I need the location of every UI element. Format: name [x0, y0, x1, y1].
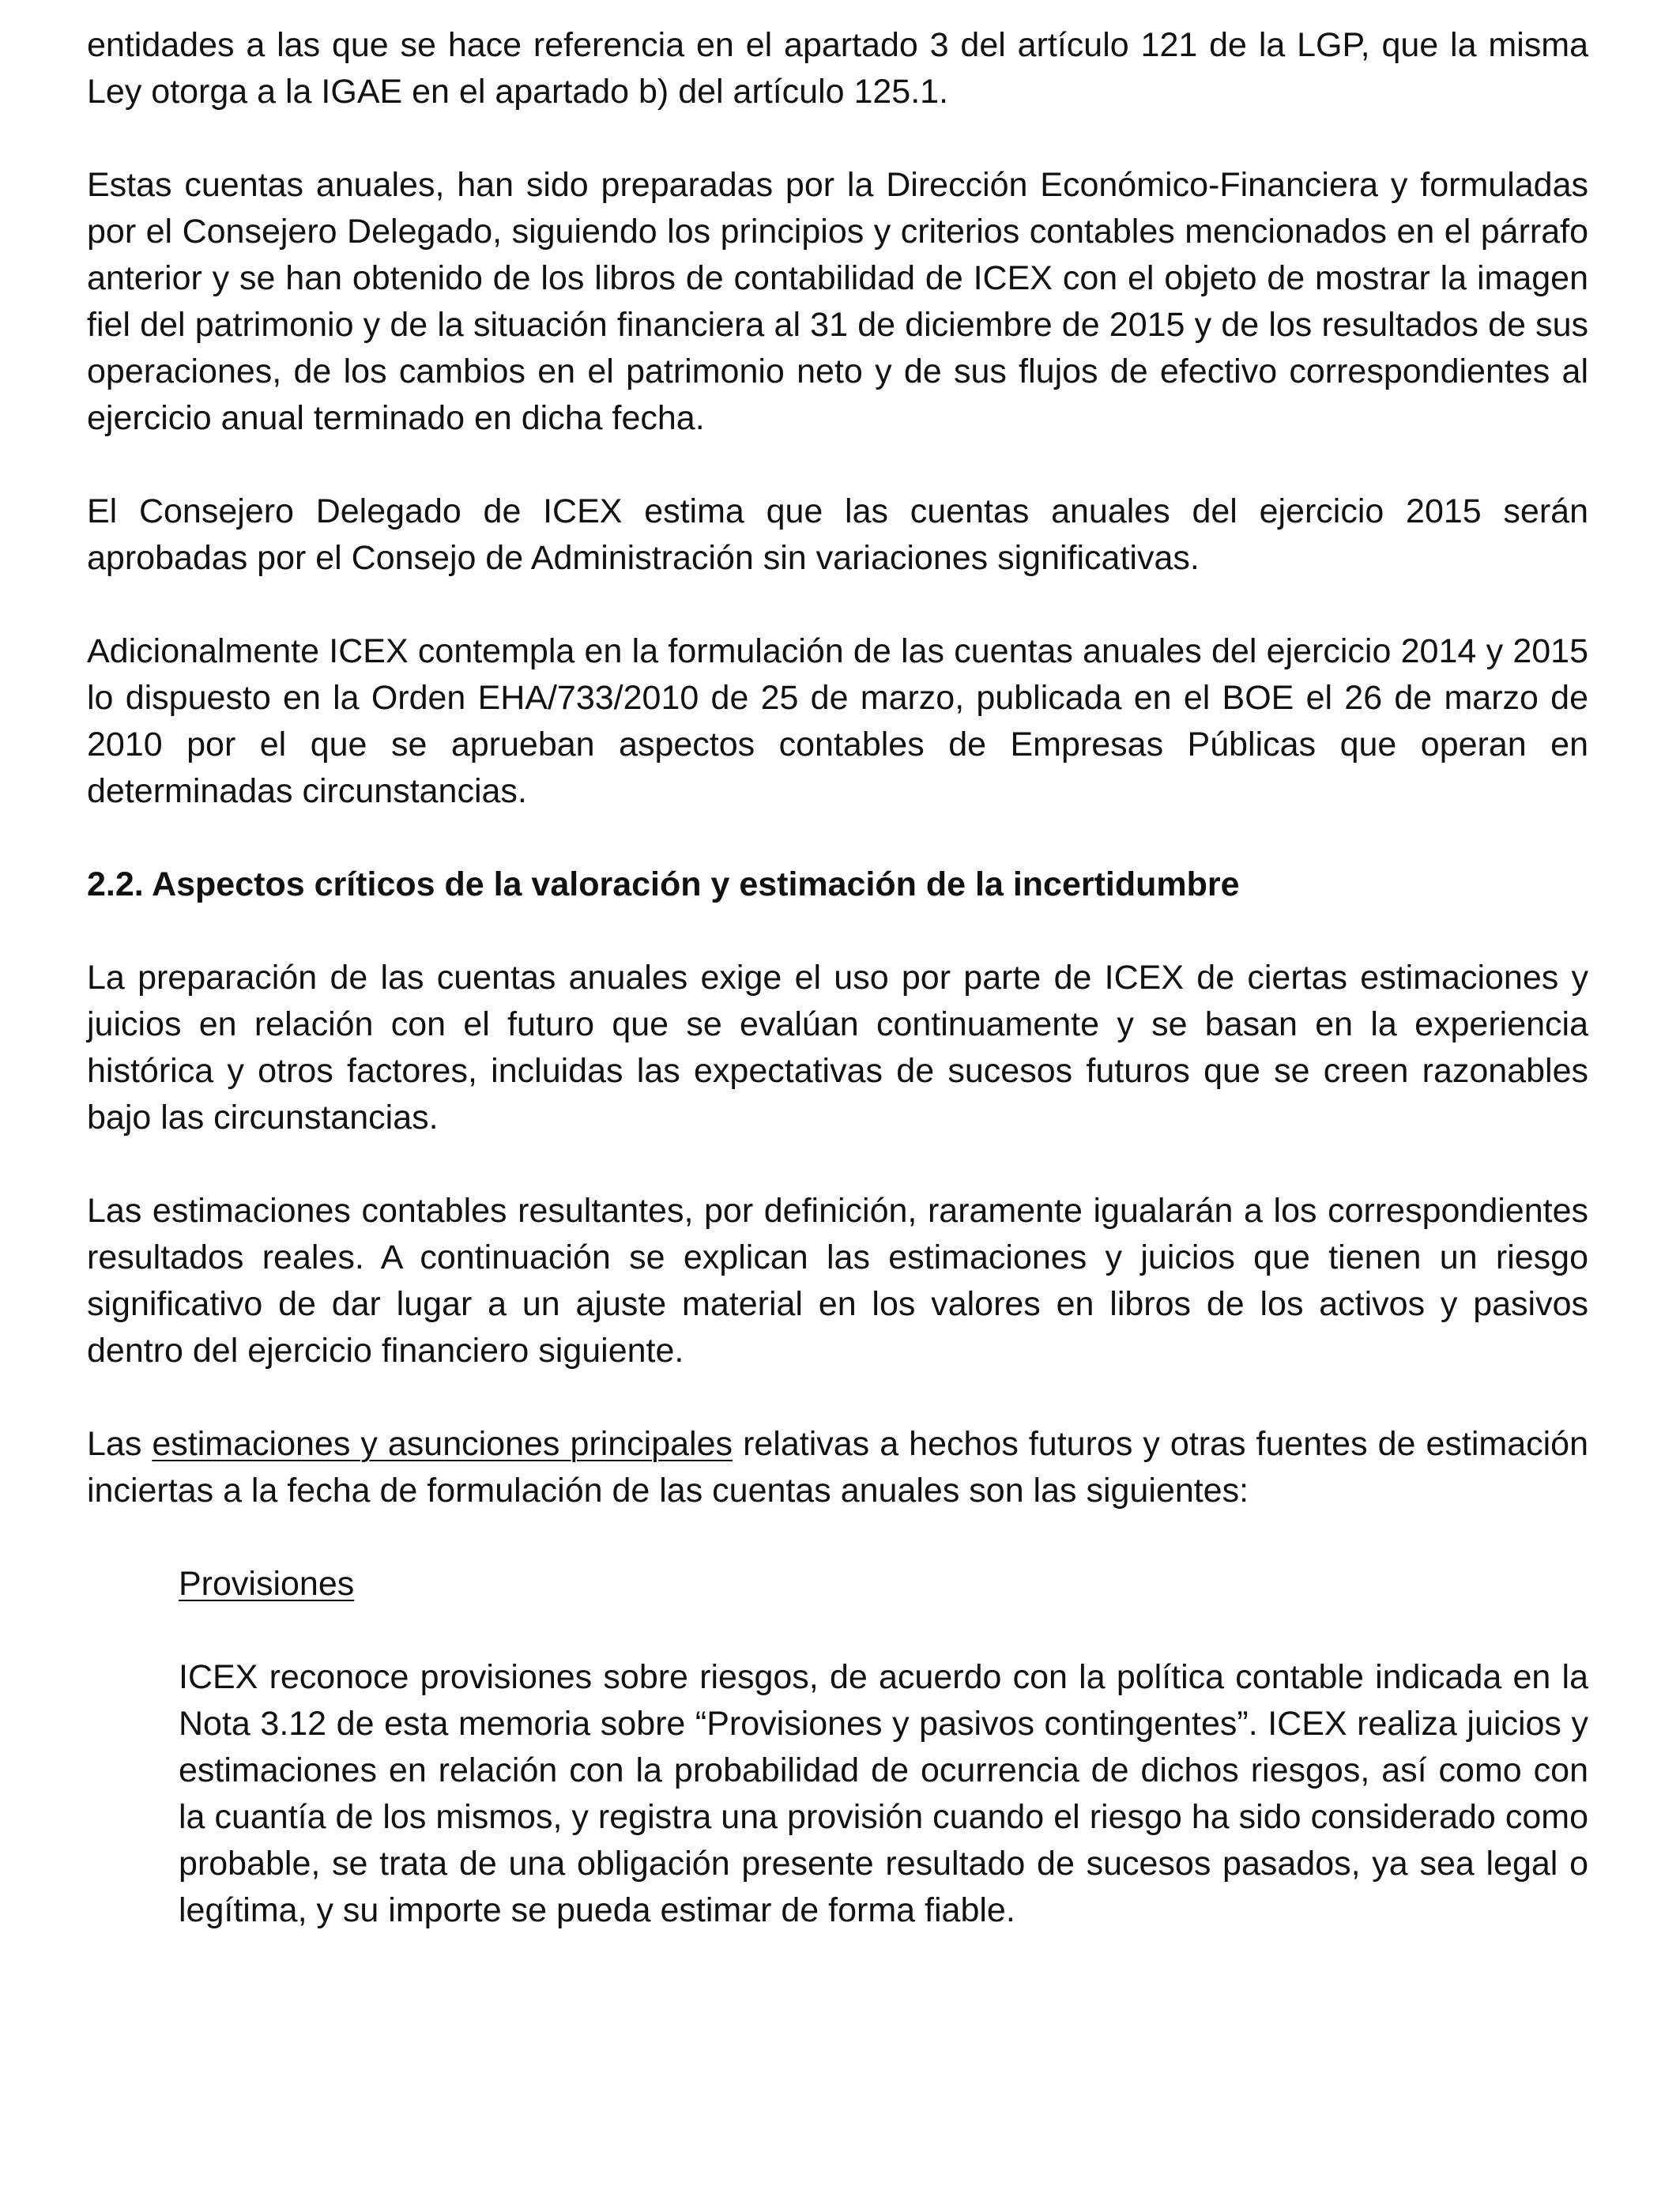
subheading-provisiones [179, 1561, 1588, 1608]
document-page [87, 22, 1588, 1981]
paragraph-estimates-intro: La preparación de las cuentas anuales exige el uso por parte de ICEX de ciertas estimaciones y juicios en relación con el futuro que se evalúan continuamente y se basan en la experiencia histórica y otros factores, incluidas las expectativas de sucesos futuros que se creen razonables bajo las circunstancias. [87, 959, 1588, 1137]
paragraph-orden-eha: Adicionalmente ICEX contempla en la formulación de las cuentas anuales del ejercicio 2014 y 2015 lo dispuesto en la Orden EHA/733/2010 de 25 de marzo, publicada en el BOE el 26 de marzo de 2010 por el que se aprueban aspectos contables de Empresas Públicas que operan en determinadas circunstancias. [87, 632, 1588, 810]
paragraph-main-estimates-end: relativas a hechos futuros y otras fuentes de estimación inciertas a la fecha de formulación de las cuentas anuales son las siguientes: [87, 1425, 1588, 1510]
paragraph-igae-reference: entidades a las que se hace referencia en el apartado 3 del artículo 121 de la LGP, que la misma Ley otorga a la IGAE en el apartado b) del artículo 125.1. [87, 26, 1588, 111]
paragraph-approval: El Consejero Delegado de ICEX estima que las cuentas anuales del ejercicio 2015 serán aprobadas por el Consejo de Administración sin variaciones significativas. [87, 492, 1588, 577]
underlined-main-estimates: estimaciones y asunciones principales [152, 1425, 733, 1463]
paragraph-main-estimates-start: Las [87, 1425, 153, 1463]
paragraph-estimates-results: Las estimaciones contables resultantes, por definición, raramente igualarán a los correspondientes resultados reales. A continuación se explican las estimaciones y juicios que tienen un riesgo significativo de dar lugar a un ajuste material en los valores en libros de los activos y pasivos dentro del ejercicio financiero siguiente. [87, 1192, 1588, 1370]
paragraph-main-estimates [87, 1421, 1588, 1514]
subheading-provisiones-label: Provisiones [179, 1565, 355, 1603]
paragraph-provisiones: ICEX reconoce provisiones sobre riesgos, de acuerdo con la política contable indicada en la Nota 3.12 de esta memoria sobre “Provisiones y pasivos contingentes”. ICEX realiza juicios y estimaciones en relación con la probabilidad de ocurrencia de dichos riesgos, así como con la cuantía de los mismos, y registra una provisión cuando el riesgo ha sido considerado como probable, se trata de una obligación presente resultado de sucesos pasados, ya sea legal o legítima, y su importe se pueda estimar de forma fiable. [179, 1658, 1588, 1929]
section-heading: 2.2. Aspectos críticos de la valoración y estimación de la incertidumbre [87, 865, 1240, 903]
paragraph-preparation: Estas cuentas anuales, han sido preparadas por la Dirección Económico-Financiera y formuladas por el Consejero Delegado, siguiendo los principios y criterios contables mencionados en el párrafo anterior y se han obtenido de los libros de contabilidad de ICEX con el objeto de mostrar la imagen fiel del patrimonio y de la situación financiera al 31 de diciembre de 2015 y de los resultados de sus operaciones, de los cambios en el patrimonio neto y de sus flujos de efectivo correspondientes al ejercicio anual terminado en dicha fecha. [87, 166, 1588, 437]
